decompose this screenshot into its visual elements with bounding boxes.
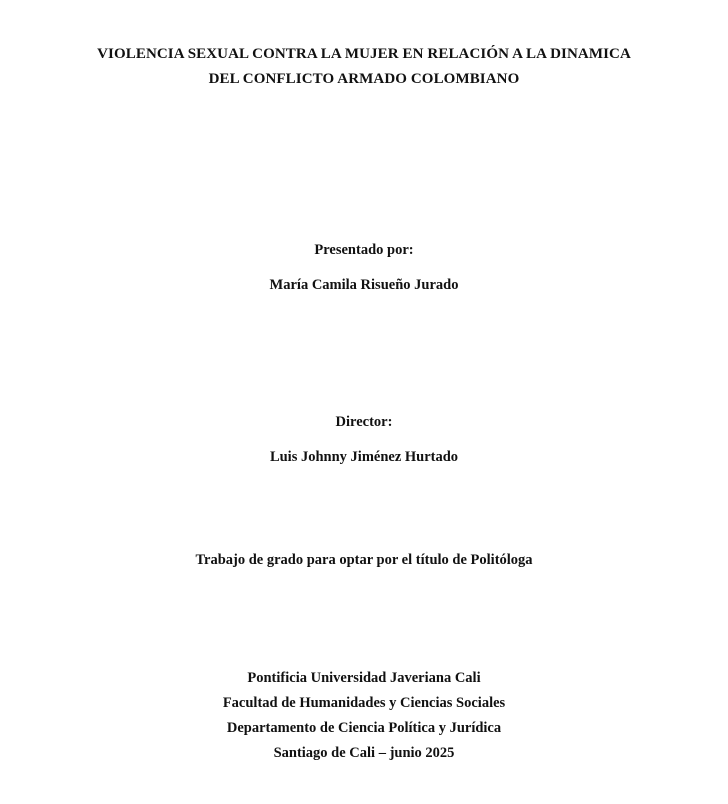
- department-name: Departamento de Ciencia Política y Jurídica: [226, 720, 502, 736]
- author-name: María Camila Risueño Jurado: [269, 277, 459, 293]
- director-label: Director:: [335, 414, 393, 430]
- place-date: Santiago de Cali – junio 2025: [273, 745, 455, 761]
- thesis-title-line-1: VIOLENCIA SEXUAL CONTRA LA MUJER EN RELACIÓN A LA DINAMICA: [97, 46, 631, 62]
- degree-purpose: Trabajo de grado para optar por el título de Politóloga: [195, 552, 533, 568]
- director-name: Luis Johnny Jiménez Hurtado: [269, 449, 459, 465]
- university-name: Pontificia Universidad Javeriana Cali: [247, 670, 481, 686]
- author-label: Presentado por:: [314, 242, 414, 258]
- thesis-title-line-2: DEL CONFLICTO ARMADO COLOMBIANO: [208, 71, 520, 87]
- faculty-name: Facultad de Humanidades y Ciencias Sociales: [222, 695, 506, 711]
